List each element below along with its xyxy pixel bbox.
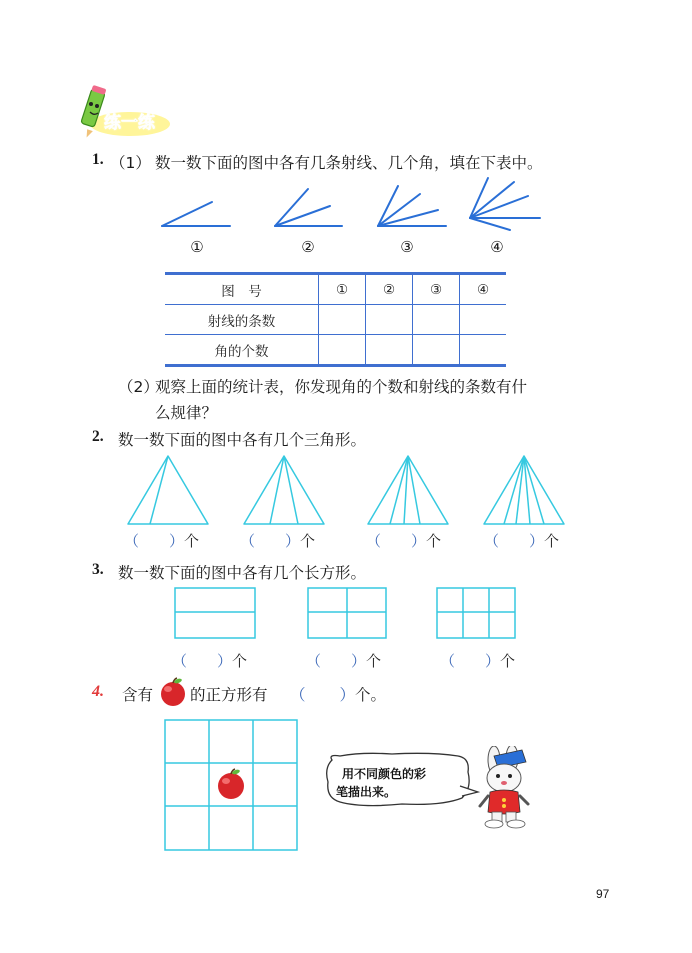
page-number: 97 xyxy=(596,887,610,901)
answer-cell[interactable] xyxy=(460,305,507,335)
q2-number: 2. xyxy=(92,428,104,445)
bubble-line1: 用不同颜色的彩 xyxy=(342,767,427,781)
rectangle-figure-1 xyxy=(175,588,255,638)
stat-table xyxy=(165,272,506,367)
q4-text-before: 含有 xyxy=(122,686,154,704)
table-header-cell: ① xyxy=(319,274,366,305)
figure-label-3: ③ xyxy=(400,238,414,256)
table-header-cell: ④ xyxy=(460,274,507,305)
q1-part2-label: （2） xyxy=(118,378,159,396)
q4-number: 4. xyxy=(92,683,104,700)
table-header-cell: ③ xyxy=(413,274,460,305)
answer-cell[interactable] xyxy=(366,335,413,366)
ray-figure-1 xyxy=(162,202,230,226)
answer-cell[interactable] xyxy=(366,305,413,335)
square-grid xyxy=(163,718,299,852)
figure-label-1: ① xyxy=(190,238,204,256)
triangle-figures xyxy=(120,452,580,530)
q1-number: 1. xyxy=(92,151,104,168)
answer-cell[interactable] xyxy=(413,305,460,335)
bubble-line2: 笔描出来。 xyxy=(336,785,397,799)
q2-answer-4[interactable]: （ ）个 xyxy=(484,532,560,550)
answer-cell[interactable] xyxy=(319,305,366,335)
table-row-label: 角的个数 xyxy=(165,335,319,366)
triangle-figure-1 xyxy=(128,456,208,524)
triangle-figure-3 xyxy=(368,456,448,524)
q2-answer-2[interactable]: （ ）个 xyxy=(240,532,316,550)
table-row xyxy=(165,335,506,366)
q2-answer-3[interactable]: （ ）个 xyxy=(366,532,442,550)
q4-answer[interactable]: （ ）个。 xyxy=(290,686,387,704)
rectangle-figure-2 xyxy=(308,588,386,638)
figure-label-4: ④ xyxy=(490,238,504,256)
figure-label-2: ② xyxy=(301,238,315,256)
rectangle-figures xyxy=(170,586,520,642)
rectangle-figure-3 xyxy=(437,588,515,638)
q1-part2-line1: 观察上面的统计表，你发现角的个数和射线的条数有什 xyxy=(155,378,528,396)
ray-figure-2 xyxy=(275,189,342,226)
ray-figure-4 xyxy=(470,178,540,230)
rabbit-mascot-icon xyxy=(470,746,542,830)
table-row-label: 射线的条数 xyxy=(165,305,319,335)
answer-cell[interactable] xyxy=(319,335,366,366)
triangle-figure-4 xyxy=(484,456,564,524)
stat-table-header-row xyxy=(165,274,506,305)
table-header-cell: 图 号 xyxy=(165,274,319,305)
ray-figures xyxy=(150,172,550,234)
q1-part2-line2: 么规律？ xyxy=(155,404,218,422)
grid-apple-icon xyxy=(218,769,244,799)
header-badge xyxy=(72,84,172,138)
triangle-figure-2 xyxy=(244,456,324,524)
answer-cell[interactable] xyxy=(413,335,460,366)
q3-text: 数一数下面的图中各有几个长方形。 xyxy=(118,564,367,582)
q2-text: 数一数下面的图中各有几个三角形。 xyxy=(118,431,367,449)
q1-part1-text: 数一数下面的图中各有几条射线、几个角，填在下表中。 xyxy=(155,154,543,172)
table-row xyxy=(165,305,506,335)
ray-figure-3 xyxy=(378,186,446,226)
q3-number: 3. xyxy=(92,561,104,578)
answer-cell[interactable] xyxy=(460,335,507,366)
header-title: 练一练 xyxy=(104,113,155,133)
q3-answer-3[interactable]: （ ）个 xyxy=(440,652,516,670)
q3-answer-2[interactable]: （ ）个 xyxy=(306,652,382,670)
q2-answer-1[interactable]: （ ）个 xyxy=(124,532,200,550)
q3-answer-1[interactable]: （ ）个 xyxy=(172,652,248,670)
table-header-cell: ② xyxy=(366,274,413,305)
apple-icon xyxy=(158,677,188,711)
q1-part1-label: （1） xyxy=(110,154,151,172)
q4-text-after: 的正方形有 xyxy=(190,686,268,704)
